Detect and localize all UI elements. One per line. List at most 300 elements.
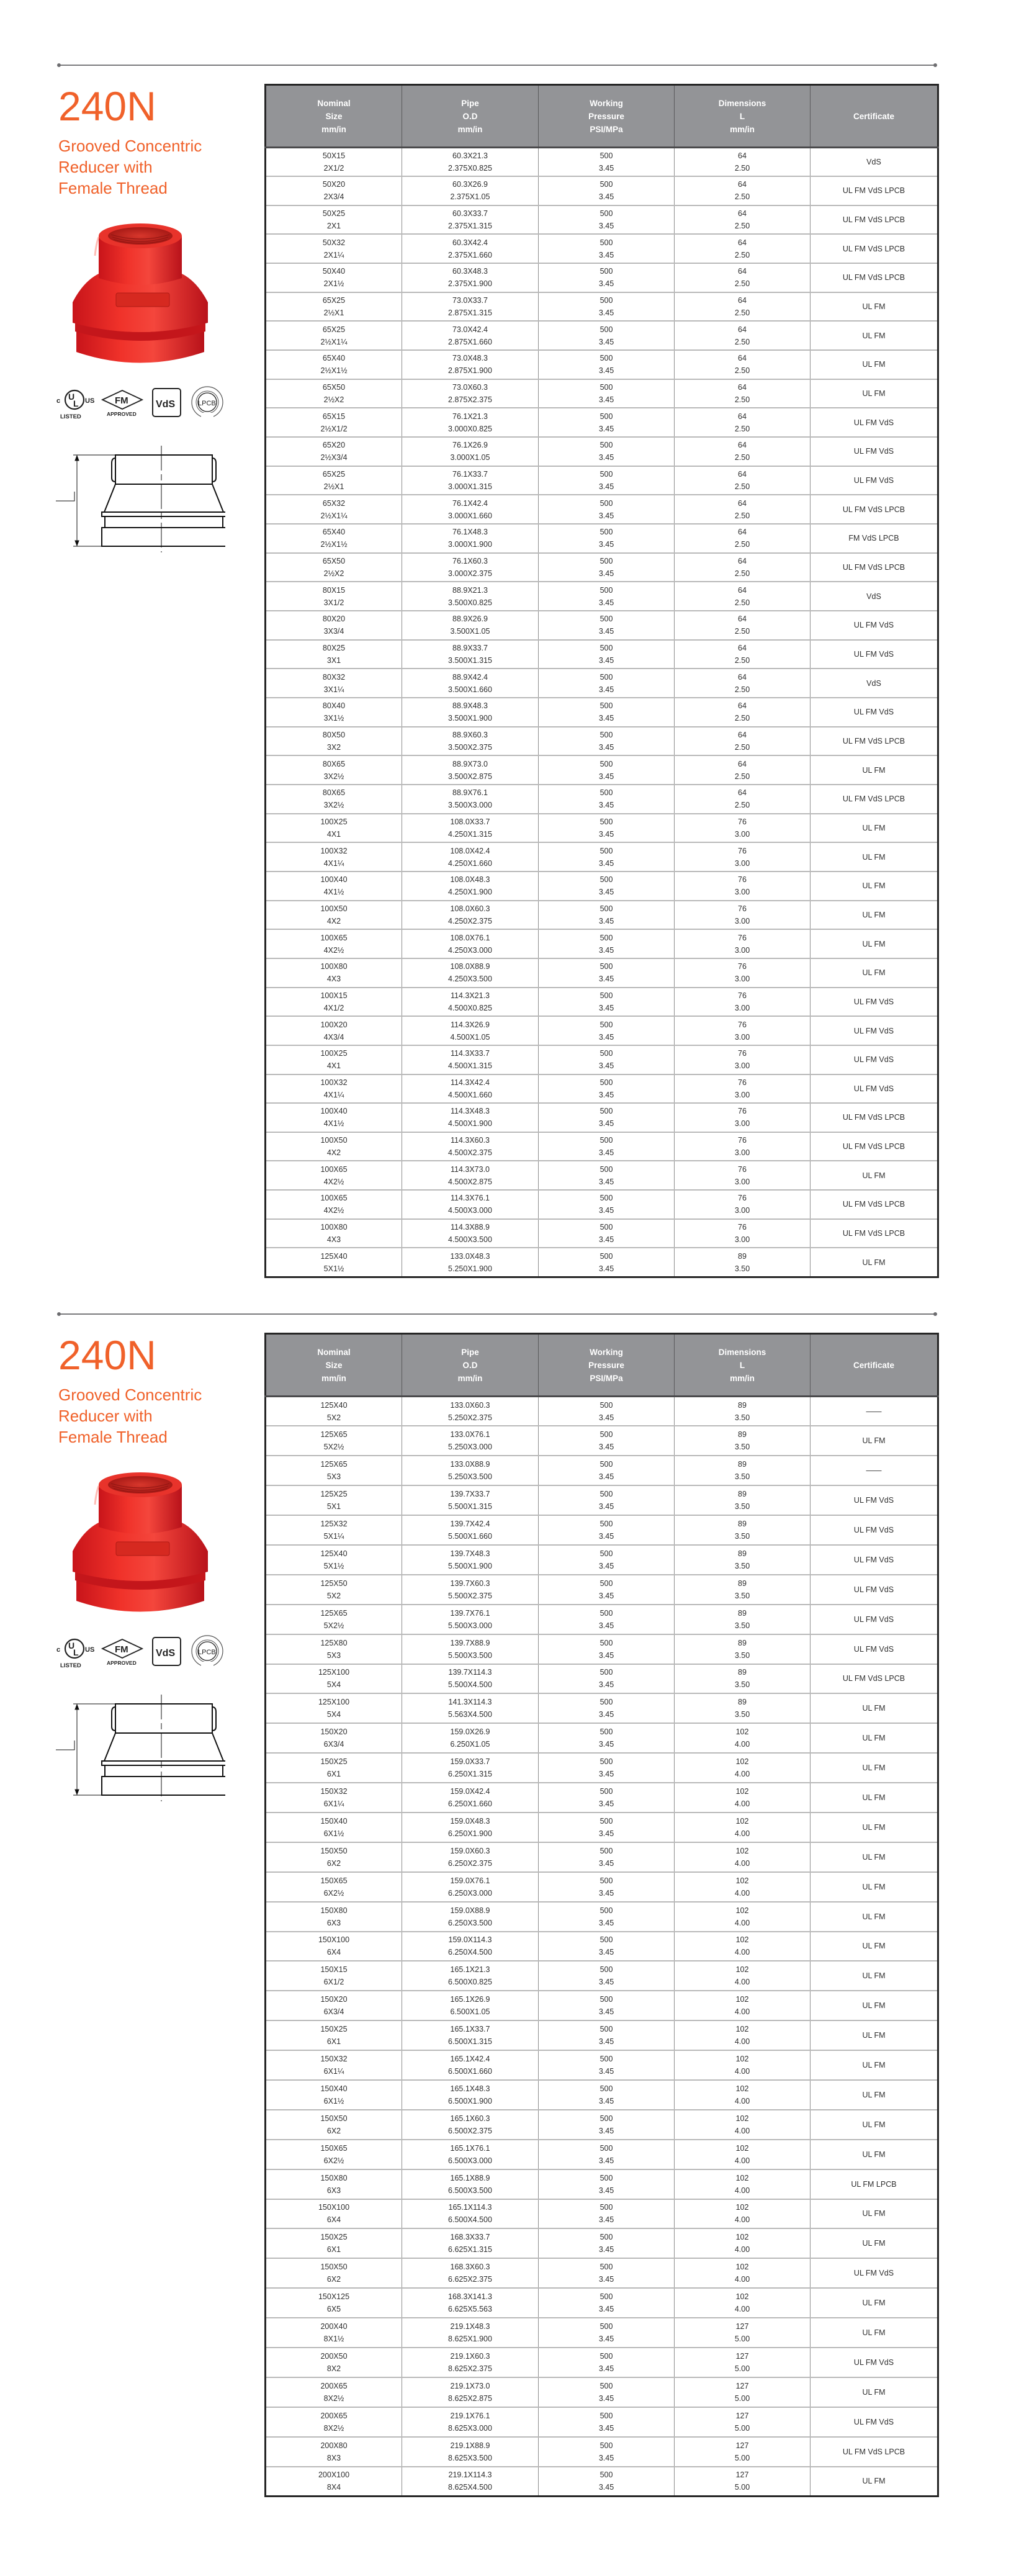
cell-dimension-l-line: 2.50 [734, 627, 750, 636]
cell-working-pressure [539, 1693, 675, 1723]
cell-working-pressure-line: 500 [600, 2441, 613, 2450]
cell-working-pressure [539, 148, 675, 177]
cell-nominal-size-line: 125X40 [320, 1400, 348, 1410]
cell-nominal-size-line: 80X25 [322, 643, 346, 652]
table-row [266, 1932, 938, 1961]
svg-text:c: c [56, 1646, 61, 1654]
divider-dot-right [933, 1312, 937, 1316]
cell-dimension-l [675, 524, 811, 553]
fm-approved-logo [102, 1639, 142, 1666]
cell-pipe-od [402, 785, 539, 814]
cell-working-pressure-line: 500 [600, 1107, 613, 1116]
cell-working-pressure-line: 500 [600, 1787, 613, 1796]
cell-working-pressure [539, 1813, 675, 1842]
cell-pipe-od-line: 6.250X1.660 [448, 1799, 492, 1809]
cell-working-pressure-line: 3.45 [598, 511, 614, 520]
table-row [266, 408, 938, 437]
cell-working-pressure-line: 500 [600, 701, 613, 711]
cell-working-pressure-line: 500 [600, 730, 613, 739]
cell-pipe-od-line: 5.500X4.500 [448, 1680, 492, 1690]
cell-dimension-l-line: 3.00 [734, 916, 750, 925]
cell-nominal-size [266, 988, 402, 1017]
cell-nominal-size-line: 100X80 [320, 962, 348, 971]
cell-pipe-od [402, 263, 539, 292]
cell-working-pressure [539, 871, 675, 901]
cell-pipe-od [402, 2348, 539, 2377]
cell-pipe-od-line: 159.0X88.9 [450, 1906, 490, 1915]
cell-pipe-od-line: 5.250X2.375 [448, 1413, 492, 1422]
cell-nominal-size [266, 1872, 402, 1902]
cell-pipe-od [402, 321, 539, 350]
cell-dimension-l-line: 2.50 [734, 569, 750, 579]
table-row [266, 176, 938, 205]
cell-working-pressure-line: 3.45 [598, 2096, 614, 2105]
cell-nominal-size [266, 929, 402, 958]
cell-nominal-size-line: 5X2½ [323, 1443, 344, 1452]
cell-nominal-size-line: 80X32 [322, 672, 346, 682]
table-row [266, 1426, 938, 1456]
cell-dimension-l-line: 64 [738, 498, 747, 508]
cell-working-pressure-line: 500 [600, 1668, 613, 1677]
cell-certificate: UL FM VdS LPCB [811, 1219, 938, 1248]
cell-working-pressure-line: 3.45 [598, 1003, 614, 1012]
cell-dimension-l [675, 2199, 811, 2229]
svg-text:L: L [73, 1647, 79, 1657]
cell-pipe-od-line: 6.500X1.900 [448, 2096, 492, 2105]
cell-pipe-od [402, 2288, 539, 2318]
cell-pipe-od-line: 3.000X1.660 [448, 511, 492, 520]
cell-dimension-l [675, 553, 811, 582]
cell-working-pressure-line: 500 [600, 296, 613, 305]
svg-text:APPROVED: APPROVED [107, 411, 137, 417]
cell-pipe-od-line: 6.500X4.500 [448, 2215, 492, 2225]
cell-certificate: UL FM VdS [811, 611, 938, 640]
cell-working-pressure-line: 500 [600, 2114, 613, 2123]
cell-working-pressure [539, 611, 675, 640]
cell-nominal-size-line: 100X40 [320, 875, 348, 885]
cell-nominal-size-line: 150X100 [318, 2203, 350, 2212]
cell-pipe-od [402, 1397, 539, 1426]
cell-dimension-l-line: 4.00 [734, 2305, 750, 2314]
cell-working-pressure-line: 500 [600, 354, 613, 363]
cell-certificate: UL FM [811, 1426, 938, 1456]
cell-nominal-size [266, 1161, 402, 1190]
cell-working-pressure-line: 3.45 [598, 1888, 614, 1898]
cell-working-pressure [539, 755, 675, 785]
cell-pipe-od-line: 5.500X1.315 [448, 1502, 492, 1511]
cell-dimension-l-line: 3.00 [734, 1148, 750, 1158]
cell-working-pressure-line: 500 [600, 383, 613, 392]
model-number: 240N [58, 1332, 156, 1378]
cell-nominal-size-line: 65X15 [322, 412, 346, 421]
cell-working-pressure-line: 3.45 [598, 1948, 614, 1957]
cell-working-pressure-line: 500 [600, 1995, 613, 2004]
product-title-line: Reducer with [58, 158, 153, 176]
cell-working-pressure-line: 3.45 [598, 1502, 614, 1511]
cell-nominal-size-line: 80X65 [322, 759, 346, 768]
cell-nominal-size [266, 814, 402, 843]
cell-pipe-od-line: 3.500X2.875 [448, 772, 492, 781]
cell-dimension-l-line: 2.50 [734, 540, 750, 549]
cell-nominal-size [266, 640, 402, 669]
cell-nominal-size-line: 6X3/4 [323, 1740, 344, 1749]
cell-certificate: UL FM [811, 755, 938, 785]
cell-certificate: UL FM VdS [811, 988, 938, 1017]
cell-nominal-size-line: 150X32 [320, 2055, 348, 2064]
cell-working-pressure-line: 3.45 [598, 222, 614, 231]
cell-nominal-size-line: 6X3 [326, 2186, 341, 2195]
cell-nominal-size-line: 150X80 [320, 1906, 348, 1915]
cell-working-pressure-line: 500 [600, 441, 613, 450]
cell-nominal-size-line: 50X20 [322, 180, 346, 189]
cell-dimension-l-line: 4.00 [734, 2126, 750, 2135]
cell-working-pressure-line: 3.45 [598, 2423, 614, 2433]
table-row [266, 755, 938, 785]
cell-working-pressure [539, 408, 675, 437]
cell-pipe-od-line: 4.500X3.000 [448, 1206, 492, 1215]
cell-certificate: UL FM VdS LPCB [811, 727, 938, 756]
cell-nominal-size-line: 150X65 [320, 2143, 348, 2153]
cell-working-pressure-line: 500 [600, 1430, 613, 1439]
table-row [266, 1605, 938, 1634]
cell-working-pressure-line: 3.45 [598, 2275, 614, 2284]
cell-working-pressure [539, 466, 675, 495]
table-row [266, 350, 938, 379]
cell-dimension-l-line: 64 [738, 672, 747, 682]
cell-dimension-l [675, 495, 811, 524]
cell-pipe-od [402, 1872, 539, 1902]
cell-dimension-l [675, 2377, 811, 2407]
cell-nominal-size-line: 65X25 [322, 470, 346, 479]
cell-working-pressure-line: 500 [600, 1049, 613, 1058]
cell-working-pressure [539, 1515, 675, 1545]
cell-dimension-l-line: 89 [738, 1430, 747, 1439]
cell-certificate: UL FM VdS LPCB [811, 176, 938, 205]
cell-nominal-size-line: 4X2½ [323, 945, 344, 955]
cell-nominal-size [266, 495, 402, 524]
cell-nominal-size-line: 100X65 [320, 1194, 348, 1203]
table-row [266, 669, 938, 698]
table-row [266, 553, 938, 582]
table-row [266, 205, 938, 235]
cell-certificate: UL FM VdS [811, 437, 938, 466]
cell-working-pressure-line: 3.45 [598, 1561, 614, 1570]
table-row [266, 379, 938, 408]
table-row [266, 2110, 938, 2140]
cell-pipe-od [402, 901, 539, 930]
cell-working-pressure [539, 176, 675, 205]
cell-dimension-l-line: 4.00 [734, 1799, 750, 1809]
cell-working-pressure-line: 500 [600, 962, 613, 971]
cell-nominal-size [266, 292, 402, 322]
cell-dimension-l [675, 611, 811, 640]
cell-working-pressure-line: 3.45 [598, 482, 614, 492]
spec-table-2 [264, 1333, 939, 2497]
cell-working-pressure [539, 1397, 675, 1426]
cell-nominal-size-line: 2½X1¼ [320, 511, 348, 520]
cell-working-pressure-line: 3.45 [598, 598, 614, 607]
cell-pipe-od-line: 60.3X48.3 [452, 267, 488, 276]
cell-nominal-size [266, 234, 402, 263]
cell-dimension-l-line: 3.50 [734, 1710, 750, 1719]
cell-nominal-size-line: 3X2 [326, 742, 341, 752]
cell-nominal-size-line: 6X1¼ [323, 2067, 344, 2076]
cell-working-pressure-line: 500 [600, 1078, 613, 1087]
cell-certificate: UL FM VdS LPCB [811, 234, 938, 263]
cell-nominal-size-line: 3X1¼ [323, 685, 344, 694]
product-title [58, 1384, 245, 1448]
cell-nominal-size [266, 2288, 402, 2318]
cell-nominal-size [266, 1074, 402, 1104]
cell-pipe-od-line: 76.1X60.3 [452, 557, 488, 566]
cell-dimension-l [675, 2288, 811, 2318]
cell-nominal-size-line: 200X100 [318, 2470, 350, 2480]
cell-dimension-l-line: 3.00 [734, 888, 750, 897]
cell-nominal-size [266, 958, 402, 988]
cell-pipe-od-line: 88.9X42.4 [452, 672, 488, 682]
cell-dimension-l [675, 1161, 811, 1190]
cell-dimension-l-line: 89 [738, 1400, 747, 1410]
cell-dimension-l-line: 64 [738, 151, 747, 161]
cell-dimension-l [675, 958, 811, 988]
cell-dimension-l-line: 102 [735, 1816, 749, 1826]
cell-nominal-size-line: 65X50 [322, 383, 346, 392]
cell-nominal-size-line: 150X65 [320, 1876, 348, 1885]
cell-dimension-l-line: 64 [738, 470, 747, 479]
cell-pipe-od-line: 3.000X1.900 [448, 540, 492, 549]
cell-working-pressure [539, 2318, 675, 2348]
cell-nominal-size-line: 200X65 [320, 2381, 348, 2390]
cell-working-pressure [539, 2110, 675, 2140]
cell-certificate: UL FM VdS LPCB [811, 263, 938, 292]
cell-pipe-od-line: 3.500X3.000 [448, 801, 492, 810]
col-header-dimensions: Dimensions L mm/in [675, 85, 811, 148]
cell-pipe-od-line: 114.3X42.4 [450, 1078, 490, 1087]
cell-working-pressure [539, 1545, 675, 1575]
cell-nominal-size-line: 2½X2 [323, 569, 344, 579]
cell-working-pressure-line: 500 [600, 2143, 613, 2153]
cell-pipe-od-line: 108.0X33.7 [450, 817, 490, 826]
cell-dimension-l [675, 2348, 811, 2377]
cell-nominal-size [266, 1045, 402, 1074]
cell-working-pressure [539, 1783, 675, 1813]
cell-certificate: UL FM VdS [811, 2258, 938, 2288]
cell-working-pressure-line: 3.45 [598, 2364, 614, 2373]
cell-working-pressure-line: 500 [600, 209, 613, 218]
cell-working-pressure [539, 1161, 675, 1190]
cell-working-pressure-line: 500 [600, 904, 613, 913]
cell-working-pressure-line: 3.45 [598, 1148, 614, 1158]
cell-working-pressure [539, 1426, 675, 1456]
cell-working-pressure-line: 3.45 [598, 1829, 614, 1838]
cell-nominal-size-line: 8X2½ [323, 2394, 344, 2403]
cell-nominal-size [266, 2228, 402, 2258]
cell-working-pressure [539, 292, 675, 322]
svg-text:VdS: VdS [156, 399, 176, 410]
cell-working-pressure-line: 3.45 [598, 801, 614, 810]
cell-dimension-l-line: 4.00 [734, 2096, 750, 2105]
cell-working-pressure-line: 3.45 [598, 858, 614, 868]
cell-pipe-od-line: 6.500X3.000 [448, 2156, 492, 2165]
cell-dimension-l-line: 64 [738, 557, 747, 566]
cell-nominal-size-line: 125X65 [320, 1608, 348, 1618]
cell-dimension-l-line: 4.00 [734, 2156, 750, 2165]
cell-dimension-l [675, 1872, 811, 1902]
cell-working-pressure-line: 3.45 [598, 1770, 614, 1779]
cell-nominal-size [266, 2437, 402, 2467]
cell-pipe-od-line: 8.625X3.500 [448, 2453, 492, 2462]
cell-certificate: —— [811, 1456, 938, 1485]
cell-dimension-l [675, 1693, 811, 1723]
cell-certificate: UL FM [811, 929, 938, 958]
cell-pipe-od-line: 3.500X2.375 [448, 742, 492, 752]
cell-certificate: UL FM VdS [811, 1016, 938, 1045]
cell-working-pressure-line: 3.45 [598, 2483, 614, 2492]
cell-working-pressure [539, 1872, 675, 1902]
cell-dimension-l-line: 76 [738, 817, 747, 826]
cell-dimension-l-line: 76 [738, 1078, 747, 1087]
cell-dimension-l [675, 1634, 811, 1664]
cell-pipe-od-line: 60.3X26.9 [452, 180, 488, 189]
cell-dimension-l [675, 1045, 811, 1074]
table-row [266, 785, 938, 814]
cell-nominal-size [266, 1723, 402, 1753]
cell-dimension-l [675, 2318, 811, 2348]
cell-pipe-od [402, 1723, 539, 1753]
cell-pipe-od-line: 2.375X1.05 [450, 192, 490, 202]
cell-working-pressure [539, 379, 675, 408]
cell-nominal-size-line: 4X2½ [323, 1177, 344, 1186]
cell-dimension-l [675, 1426, 811, 1456]
cell-nominal-size [266, 669, 402, 698]
cell-dimension-l-line: 89 [738, 1520, 747, 1528]
cell-pipe-od [402, 1103, 539, 1132]
cell-nominal-size [266, 901, 402, 930]
cell-pipe-od [402, 929, 539, 958]
cell-dimension-l-line: 2.50 [734, 801, 750, 810]
cell-dimension-l-line: 64 [738, 701, 747, 711]
cell-dimension-l-line: 4.00 [734, 2007, 750, 2017]
cell-certificate: UL FM [811, 1872, 938, 1902]
cell-dimension-l [675, 1991, 811, 2020]
cell-pipe-od-line: 88.9X48.3 [452, 701, 488, 711]
cell-working-pressure-line: 500 [600, 470, 613, 479]
cell-working-pressure-line: 500 [600, 1608, 613, 1618]
cell-nominal-size-line: 125X25 [320, 1490, 348, 1499]
cell-pipe-od-line: 139.7X33.7 [450, 1490, 490, 1499]
cell-pipe-od-line: 133.0X60.3 [450, 1400, 490, 1410]
cell-nominal-size [266, 1132, 402, 1161]
cell-pipe-od-line: 88.9X73.0 [452, 759, 488, 768]
cell-dimension-l-line: 5.00 [734, 2364, 750, 2373]
cell-nominal-size-line: 65X40 [322, 354, 346, 363]
cell-pipe-od-line: 6.500X1.660 [448, 2067, 492, 2076]
cell-pipe-od-line: 165.1X88.9 [450, 2173, 490, 2182]
table-row [266, 1783, 938, 1813]
cell-working-pressure [539, 321, 675, 350]
cell-pipe-od [402, 176, 539, 205]
cell-working-pressure-line: 500 [600, 1816, 613, 1826]
table-row [266, 640, 938, 669]
table-row [266, 524, 938, 553]
cell-dimension-l [675, 727, 811, 756]
cell-pipe-od-line: 133.0X48.3 [450, 1251, 490, 1261]
cell-working-pressure-line: 3.45 [598, 250, 614, 259]
cell-dimension-l-line: 102 [735, 2203, 749, 2212]
cell-working-pressure [539, 1664, 675, 1694]
col-header-working-pressure: Working Pressure PSI/MPa [539, 1334, 675, 1397]
cell-dimension-l [675, 929, 811, 958]
cell-working-pressure-line: 500 [600, 2233, 613, 2242]
cell-dimension-l-line: 64 [738, 643, 747, 652]
cell-dimension-l-line: 2.50 [734, 250, 750, 259]
cell-nominal-size-line: 3X1 [326, 655, 341, 665]
cell-working-pressure-line: 500 [600, 1520, 613, 1528]
cell-certificate: UL FM [811, 1161, 938, 1190]
cell-pipe-od [402, 2437, 539, 2467]
cell-pipe-od-line: 88.9X33.7 [452, 643, 488, 652]
cell-pipe-od [402, 669, 539, 698]
cell-pipe-od-line: 219.1X76.1 [450, 2411, 490, 2420]
cell-pipe-od [402, 2110, 539, 2140]
cell-nominal-size [266, 1103, 402, 1132]
cell-pipe-od-line: 108.0X42.4 [450, 846, 490, 855]
cell-working-pressure [539, 814, 675, 843]
cell-pipe-od-line: 139.7X60.3 [450, 1578, 490, 1588]
cell-dimension-l [675, 1103, 811, 1132]
cell-working-pressure-line: 500 [600, 2203, 613, 2212]
cell-pipe-od-line: 2.375X1.900 [448, 279, 492, 289]
cell-pipe-od [402, 814, 539, 843]
cell-dimension-l [675, 408, 811, 437]
cell-pipe-od [402, 1783, 539, 1813]
cell-working-pressure-line: 500 [600, 1757, 613, 1767]
cell-working-pressure-line: 500 [600, 498, 613, 508]
cell-nominal-size [266, 871, 402, 901]
col-header-nominal-size: Nominal Size mm/in [266, 85, 402, 148]
cell-dimension-l [675, 814, 811, 843]
cell-pipe-od [402, 1074, 539, 1104]
cell-certificate: UL FM [811, 2288, 938, 2318]
table-row [266, 1813, 938, 1842]
cell-certificate: UL FM [811, 1753, 938, 1783]
cell-dimension-l-line: 64 [738, 209, 747, 218]
cell-working-pressure-line: 500 [600, 1223, 613, 1232]
cell-working-pressure-line: 3.45 [598, 279, 614, 289]
cell-nominal-size-line: 150X50 [320, 1846, 348, 1855]
cell-dimension-l-line: 64 [738, 615, 747, 624]
cell-certificate: UL FM VdS [811, 698, 938, 727]
cell-nominal-size-line: 80X65 [322, 788, 346, 798]
cell-working-pressure-line: 500 [600, 991, 613, 1000]
cell-nominal-size [266, 176, 402, 205]
cell-nominal-size-line: 6X2½ [323, 1888, 344, 1898]
cell-dimension-l [675, 582, 811, 611]
cell-nominal-size-line: 150X20 [320, 1727, 348, 1737]
cell-dimension-l-line: 3.00 [734, 1206, 750, 1215]
cell-certificate: UL FM VdS LPCB [811, 785, 938, 814]
cell-certificate: UL FM VdS [811, 1515, 938, 1545]
cell-nominal-size-line: 6X3/4 [323, 2007, 344, 2017]
cell-working-pressure-line: 500 [600, 585, 613, 595]
cell-dimension-l-line: 89 [738, 1460, 747, 1469]
cell-nominal-size-line: 2½X1½ [320, 540, 348, 549]
cell-nominal-size-line: 100X15 [320, 991, 348, 1000]
cell-dimension-l-line: 5.00 [734, 2453, 750, 2462]
cell-working-pressure-line: 3.45 [598, 1206, 614, 1215]
cell-pipe-od-line: 165.1X76.1 [450, 2143, 490, 2153]
cell-working-pressure [539, 2258, 675, 2288]
